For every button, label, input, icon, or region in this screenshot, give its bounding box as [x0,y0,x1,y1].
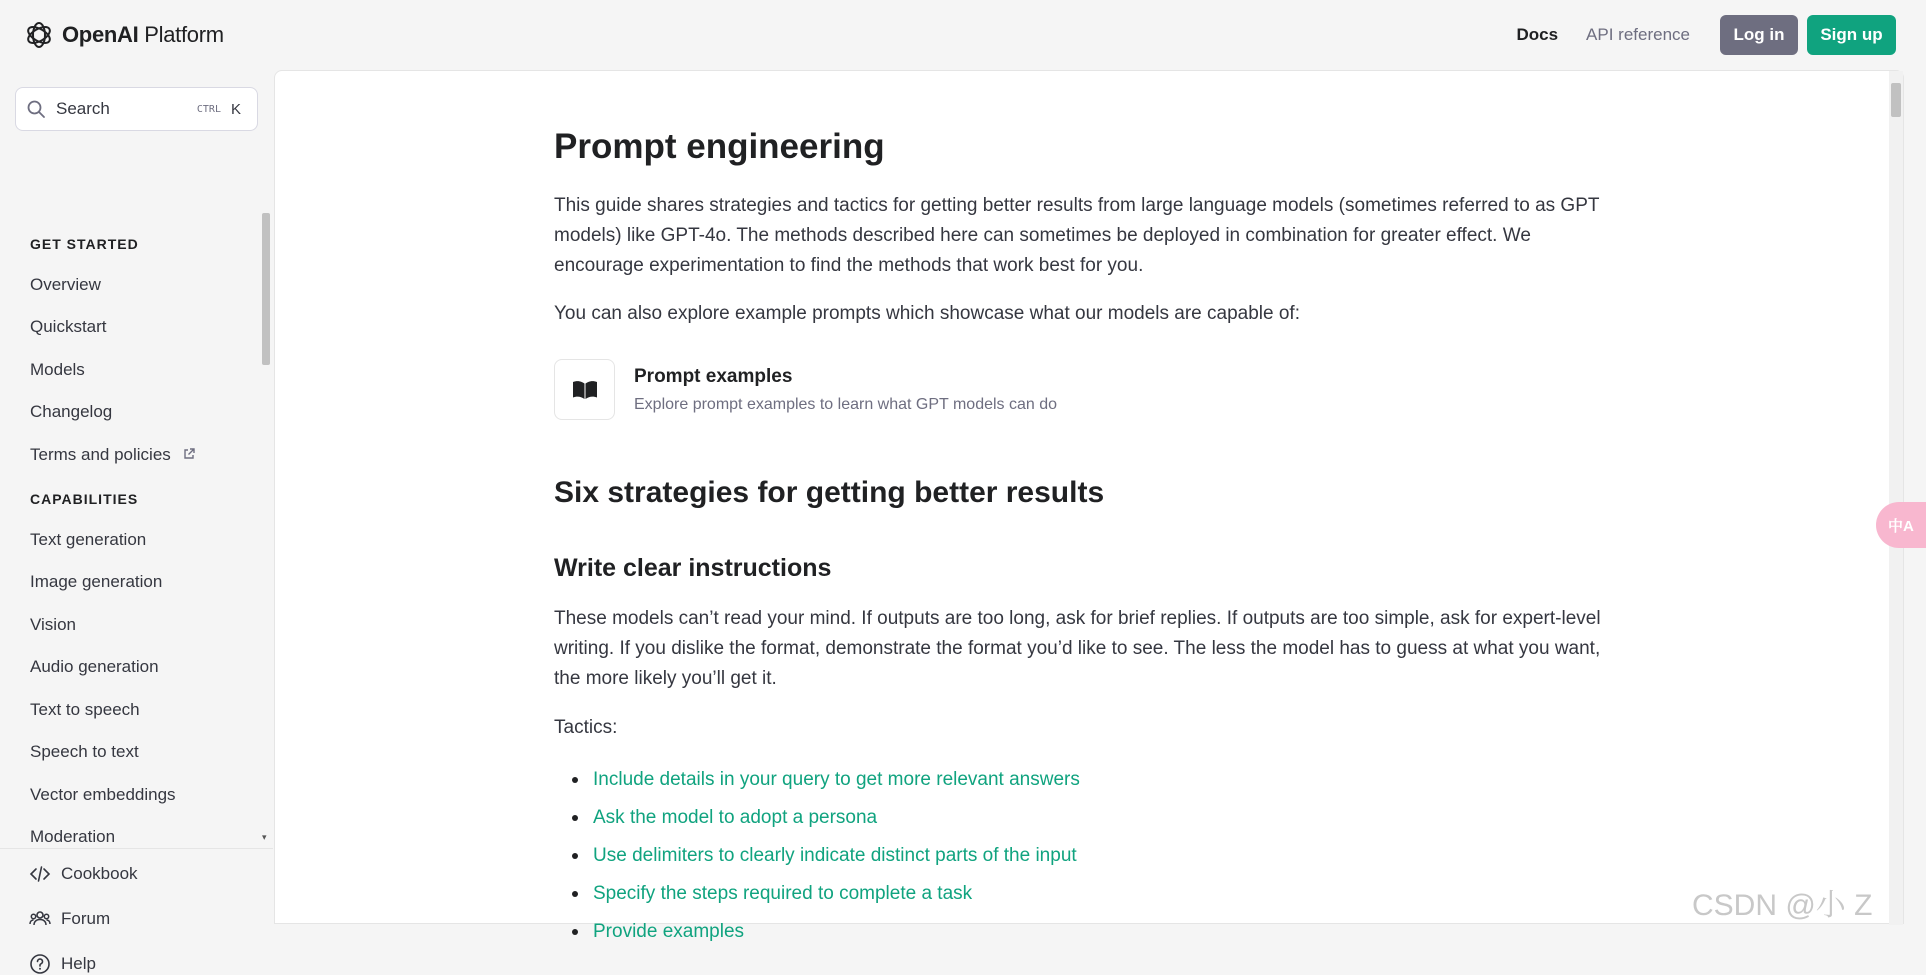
sidebar-item-vector-embeddings[interactable]: Vector embeddings [30,785,176,804]
main-content [274,70,1904,942]
sidebar-item-models[interactable]: Models [30,360,85,379]
shortcut-modifier: CTRL [196,103,221,115]
nav-api-reference[interactable]: API reference [1586,25,1690,44]
card-icon-box [554,359,615,420]
watermark: CSDN @小 Z [1692,889,1873,922]
people-icon [29,908,51,930]
sidebar-item-changelog[interactable]: Changelog [30,402,113,421]
sidebar-item-image-generation[interactable]: Image generation [30,572,163,591]
openai-logo-icon [24,20,54,50]
main-scrollbar-track[interactable] [1889,71,1903,925]
brand-logo[interactable] [24,20,224,50]
sidebar-item-cookbook[interactable] [29,863,138,885]
main-scrollbar-thumb[interactable] [1891,83,1901,117]
external-link-icon [182,447,196,461]
page-title: Prompt engineering [554,127,885,166]
sidebar-item-help[interactable] [29,953,96,975]
sidebar-item-text-generation[interactable]: Text generation [30,530,147,549]
sidebar-item-vision[interactable]: Vision [30,615,76,634]
top-header [0,0,1920,70]
shortcut-key: K [230,100,241,118]
translate-icon: 中A [1888,517,1914,535]
sidebar-item-label: Forum [61,909,111,928]
tactic-link[interactable]: Use delimiters to clearly indicate distinct parts of the input [569,837,1080,875]
search-placeholder: Search [56,99,110,118]
tactics-list [569,761,1080,951]
sidebar-item-label: Cookbook [61,864,138,883]
login-button[interactable]: Log in [1720,15,1798,55]
section-heading: Write clear instructions [554,554,832,582]
translate-widget-button[interactable] [1876,502,1926,548]
section-title-get-started: GET STARTED [30,236,139,252]
card-subtitle: Explore prompt examples to learn what GPT models can do [634,396,1058,413]
sidebar-item-terms[interactable] [30,445,196,465]
sidebar-item-overview[interactable]: Overview [30,275,101,294]
sidebar-nav[interactable] [0,160,273,848]
book-icon [572,379,598,401]
scroll-down-arrow-icon[interactable]: ▾ [262,832,267,842]
nav-docs[interactable]: Docs [1516,25,1559,44]
sidebar-item-quickstart[interactable]: Quickstart [30,317,107,336]
signup-button[interactable]: Sign up [1807,15,1896,55]
tactic-link[interactable]: Provide examples [569,913,1080,951]
search-input[interactable] [15,87,258,131]
sidebar [0,70,273,973]
sidebar-scrollbar[interactable] [262,213,270,365]
sidebar-item-speech-to-text[interactable]: Speech to text [30,742,139,761]
brand-name: OpenAI Platform [62,22,224,47]
sidebar-item-text-to-speech[interactable]: Text to speech [30,700,140,719]
help-icon [29,953,51,975]
tactic-link[interactable]: Ask the model to adopt a persona [569,799,1080,837]
sidebar-item-forum[interactable] [29,908,110,930]
prompt-examples-card[interactable] [554,359,1057,420]
tactic-link[interactable]: Include details in your query to get more relevant answers [569,761,1080,799]
strategies-heading: Six strategies for getting better results [554,476,1105,509]
sidebar-item-audio-generation[interactable]: Audio generation [30,657,159,676]
section-body: These models can’t read your mind. If outputs are too long, ask for brief replies. If outputs are too simple, ask for expert-level writing. If you dislike the format, demonstrate the format you’d like to see. The less the model has to guess at what you want, the more likely you’ll get it. [554,608,1601,689]
tactics-label: Tactics: [554,717,618,738]
explore-paragraph: You can also explore example prompts which showcase what our models are capable of: [554,303,1300,324]
tactic-link[interactable]: Specify the steps required to complete a task [569,875,1080,913]
sidebar-item-label: Terms and policies [30,445,171,464]
code-icon [29,863,51,885]
card-title: Prompt examples [634,366,793,387]
section-title-capabilities: CAPABILITIES [30,491,139,507]
sidebar-footer [0,848,273,973]
sidebar-item-moderation[interactable]: Moderation [30,827,116,846]
search-icon [26,99,46,119]
intro-paragraph: This guide shares strategies and tactics for getting better results from large language models (sometimes referred to as GPT models) like GPT-4o. The methods described here can sometimes be deployed in combination for greater effect. We encourage experimentation to find the methods that work best for you. [554,195,1600,276]
sidebar-item-label: Help [61,954,96,973]
